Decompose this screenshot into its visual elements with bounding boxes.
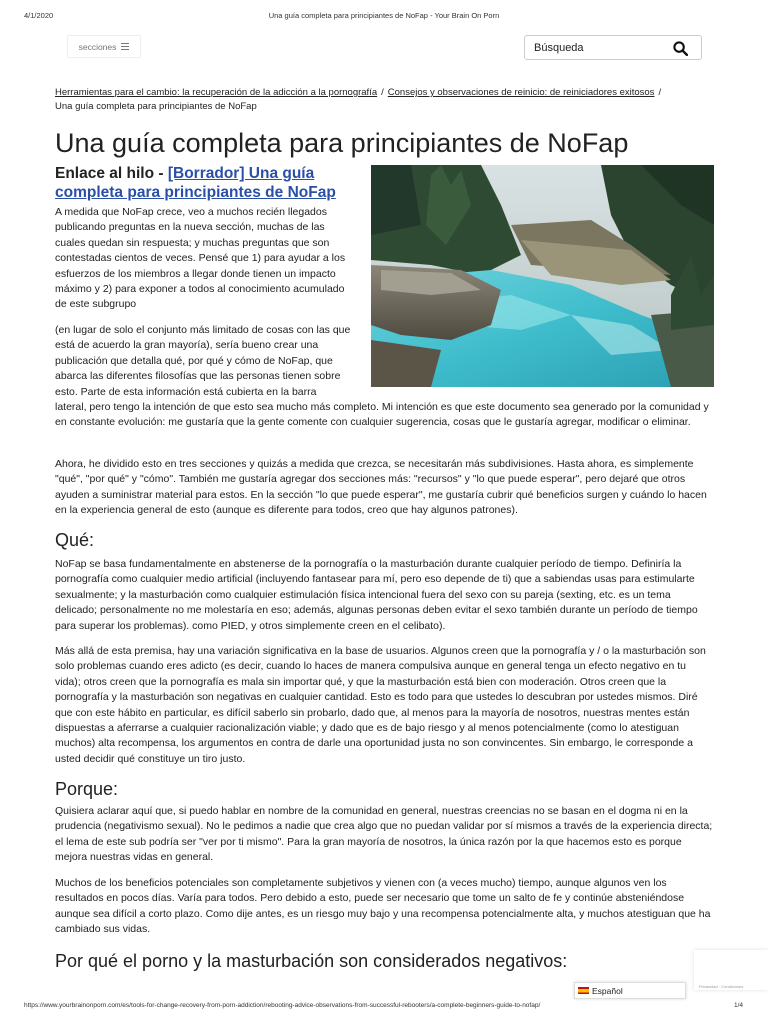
paragraph-intro-2a: (en lugar de solo el conjunto más limitado de cosas con las que está de acuerdo la gran mayoría), sería bueno crear una publicación que detalla qué, por qué y cómo de NoFap, que abarca las diferentes filosofías que las personas tienen sobre esto. Parte de esta información está cubierta en la barra bbox=[55, 324, 351, 398]
heading-why: Porque: bbox=[55, 779, 119, 799]
recaptcha-links[interactable]: Privacidad · Condiciones bbox=[699, 984, 744, 989]
menu-icon bbox=[121, 43, 129, 50]
search-box[interactable] bbox=[524, 35, 702, 60]
breadcrumb-current: Una guía completa para principiantes de NoFap bbox=[55, 101, 257, 112]
print-page-title: Una guía completa para principiantes de NoFap - Your Brain On Porn bbox=[268, 11, 500, 20]
language-label: Español bbox=[592, 985, 623, 996]
breadcrumb-link-tools[interactable]: Herramientas para el cambio: la recuperación de la adicción a la pornografía bbox=[55, 87, 378, 98]
print-date: 4/1/2020 bbox=[24, 11, 54, 20]
breadcrumb-link-rebooting-advice[interactable]: Consejos y observaciones de reinicio: de reiniciadores exitosos bbox=[387, 87, 655, 98]
thread-heading bbox=[55, 164, 360, 202]
search-input[interactable] bbox=[534, 42, 664, 54]
paragraph-why-dogma: Quisiera aclarar aquí que, si puedo hablar en nombre de la comunidad en general, nuestras creencias no se basan en el dogma ni en la prudencia (negativismo sexual). No le pedimos a nadie que crea algo que no puedan validar por sí mismos a través de la experiencia directa; el lema de este sub podría ser "ver por ti mismo". Para la gran mayoría de nosotros, la única razón por la que hacemos esto es porque mejora nuestras vidas en general. bbox=[55, 805, 713, 864]
print-footer bbox=[0, 1002, 768, 1014]
page-title: Una guía completa para principiantes de NoFap bbox=[55, 128, 629, 158]
sections-label: secciones bbox=[78, 41, 117, 52]
thread-link[interactable]: [Borrador] Una guía completa para principiantes de NoFap bbox=[55, 165, 336, 201]
breadcrumb-separator: / bbox=[381, 87, 384, 98]
paragraph-why-benefits: Muchos de los beneficios potenciales son completamente subjetivos y vienen con (a veces mucho) tiempo, aunque algunos ven los resultados en pocos días. Varía para todos. Pero debido a esto, puede ser necesario que tome un salto de fe y continúe absteniéndose aunque sea difícil a corto plazo. Como dije antes, es un riesgo muy bajo y una recompensa potencialmente alta, y muchos atestiguan que ha cambiado sus vidas. bbox=[55, 877, 711, 936]
print-page-number: 1/4 bbox=[734, 1002, 744, 1009]
breadcrumb bbox=[55, 86, 715, 114]
print-header bbox=[0, 11, 768, 23]
print-url: https://www.yourbrainonporn.com/es/tools-for-change-recovery-from-porn-addiction/rebooting-advice-observations-from-successful-rebooters/a-complete-beginners-guide-to-nofap/ bbox=[24, 1002, 541, 1009]
heading-what: Qué: bbox=[55, 530, 95, 550]
search-icon[interactable] bbox=[673, 41, 688, 56]
paragraph-sections-overview: Ahora, he dividido esto en tres secciones y quizás a medida que crezca, se necesitarán más subdivisiones. Hasta ahora, es simplemente "qué", "por qué" y "cómo". También me gustaría agregar dos secciones más: "recursos" y "lo que puede esperar", pero dejaré que otros ayuden a suministrar material para estos. En la sección "lo que puede esperar", me gustaría cubrir qué beneficios surgen y cuándo lo hacen en la experiencia general de esto (aunque es diferente para todos, creo que hay algunos patrones). bbox=[55, 458, 707, 517]
breadcrumb-separator: / bbox=[658, 87, 662, 98]
paragraph-intro-1: A medida que NoFap crece, veo a muchos recién llegados publicando preguntas en la nueva sección, muchas de las cuales quedan sin respuesta; y muchas preguntas que son contestadas cientos de veces. Pensé que 1) para ayudar a los esfuerzos de los miembros a llegar donde tienen un impacto máximo y 2) para exponer a todos al conocimiento acumulado de este subgrupo bbox=[55, 206, 346, 311]
thread-prefix: Enlace al hilo - bbox=[55, 165, 168, 182]
paragraph-what-definition: NoFap se basa fundamentalmente en abstenerse de la pornografía o la masturbación durante cualquier período de tiempo. Definiría la pornografía como cualquier medio artificial (incluyendo fantasear para mí, pero eso depende de ti) que a sabiendas usas para estimularte sexualmente; y la masturbación como cualquier estimulación física intencional fuera del sexo con su pareja (sexting, etc. es un tema delicado; personalmente no me molestaría en eso; además, algunas personas deben evitar el sexo también durante un período de tiempo para superar los problemas). como PIED, y otros simplemente creen en el celibato). bbox=[55, 558, 698, 632]
paragraph-what-variation: Más allá de esta premisa, hay una variación significativa en la base de usuarios. Algunos creen que la pornografía y / o la masturbación son solo problemas cuando eres adicto (es decir, cuando lo haces de manera compulsiva aunque en general tenga un efecto negativo en tu vida); otros creen que la pornografía es mala sin importar qué, y que la masturbación está bien con moderación. Otros creen que la pornografía y la masturbación son negativas en cualquier cantidad. Esto es todo para que ustedes lo descubran por ustedes mismos. Diré que con este hábito en particular, es difícil saberlo sin probarlo, dado que, al menos para la mayoría de nosotros, nuestras mentes están dispuestas a aferrarse a cualquier racionalización viable; y dado que es de bajo riesgo y al menos potencialmente (como lo atestiguan muchos) alta recompensa, los argumentos en contra de darle una oportunidad justa no son convincentes. Sin embargo, le corresponde a usted decidir qué constituye un tiro justo. bbox=[55, 645, 706, 765]
language-selector[interactable] bbox=[574, 982, 686, 999]
paragraph-intro-2b: lateral, pero tengo la intención de que esto sea mucho más completo. Mi intención es que este documento sea generado por la comunidad y en constante evolución: me gustaría que la gente comente con cualquier sugerencia, cosas que le gustaría agregar, modificar o eliminar. bbox=[55, 401, 709, 429]
heading-why-negative: Por qué el porno y la masturbación son considerados negativos: bbox=[55, 951, 568, 971]
spain-flag-icon bbox=[578, 987, 589, 994]
river-canyon-image bbox=[371, 165, 714, 387]
sections-menu-button[interactable] bbox=[67, 35, 141, 58]
